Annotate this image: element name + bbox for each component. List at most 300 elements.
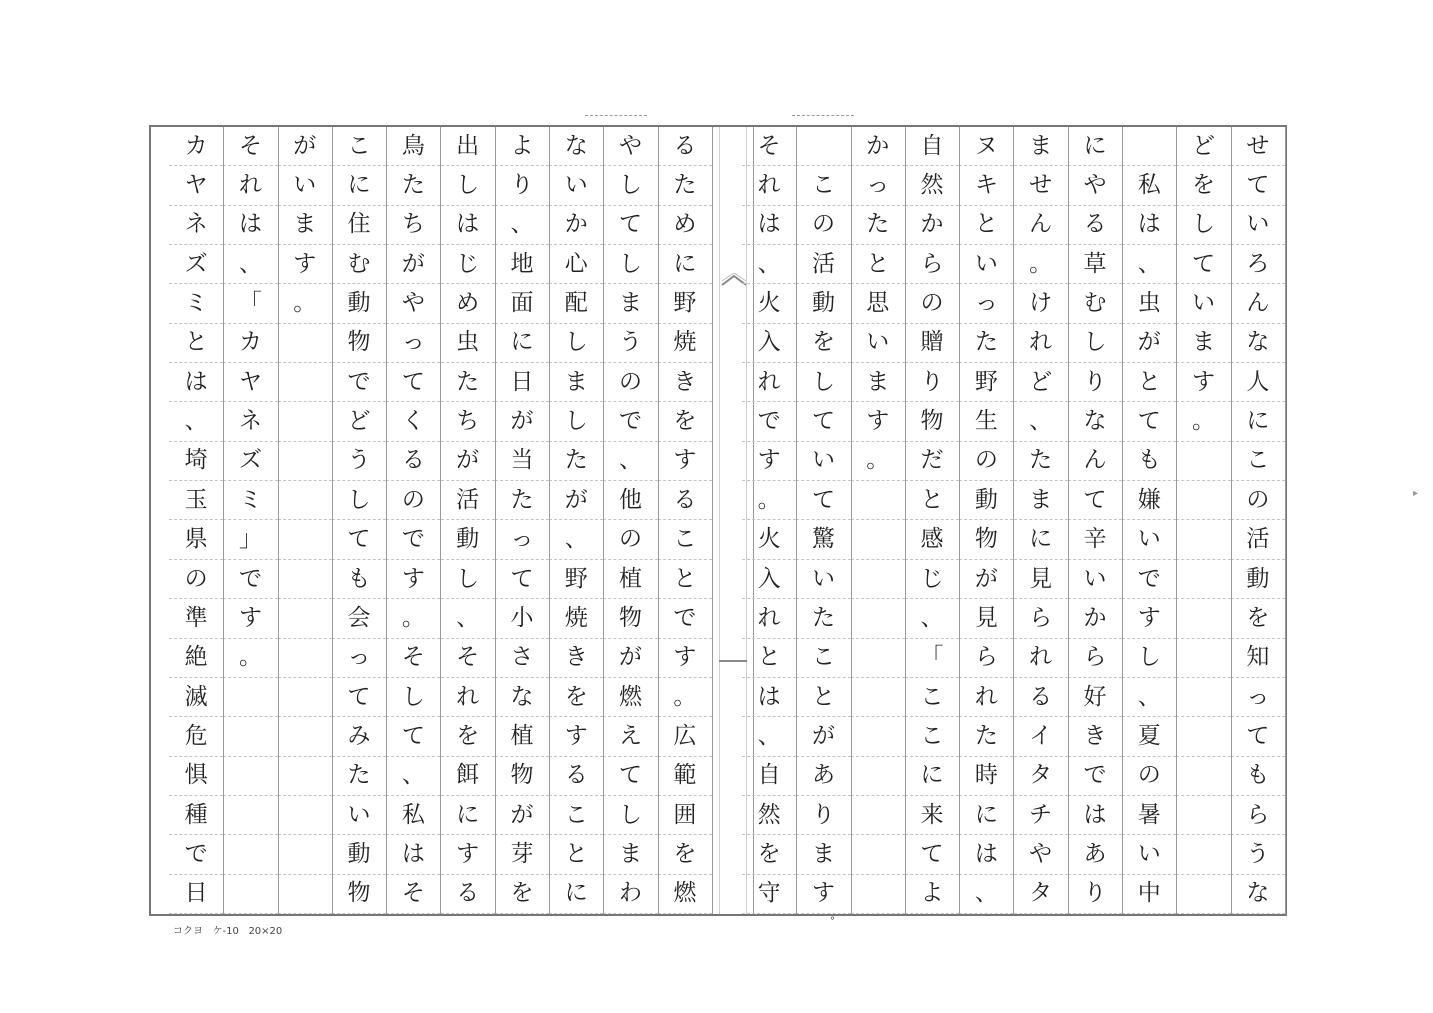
manuscript-cell: 来 — [905, 796, 959, 835]
manuscript-cell: た — [332, 757, 386, 796]
manuscript-cell: 玉 — [169, 481, 223, 520]
manuscript-cell: た — [959, 717, 1013, 756]
manuscript-cell: り — [1068, 875, 1122, 914]
manuscript-cell: し — [603, 245, 657, 284]
manuscript-cell: 、 — [549, 521, 603, 560]
manuscript-cell — [278, 363, 332, 402]
manuscript-column — [603, 127, 658, 914]
manuscript-paper — [149, 125, 1287, 916]
manuscript-cell: を — [658, 835, 712, 874]
manuscript-cell — [278, 757, 332, 796]
manuscript-cell: 住 — [332, 206, 386, 245]
manuscript-cell: い — [796, 560, 850, 599]
manuscript-cell: を — [495, 875, 549, 914]
manuscript-cell: の — [1231, 481, 1285, 520]
manuscript-cell: と — [169, 324, 223, 363]
manuscript-cell: キ — [959, 166, 1013, 205]
manuscript-cell: 地 — [495, 245, 549, 284]
manuscript-cell: と — [549, 835, 603, 874]
manuscript-cell: す — [223, 599, 277, 638]
manuscript-cell — [223, 875, 277, 914]
manuscript-cell: 、 — [441, 599, 495, 638]
manuscript-cell: 。 — [1014, 245, 1068, 284]
manuscript-cell: 入 — [742, 560, 796, 599]
manuscript-cell: に — [1068, 127, 1122, 166]
manuscript-cell: こ — [905, 678, 959, 717]
manuscript-cell: い — [1176, 284, 1230, 323]
manuscript-cell: と — [742, 639, 796, 678]
manuscript-column — [1122, 127, 1177, 914]
manuscript-cell: っ — [386, 324, 440, 363]
manuscript-cell: 野 — [658, 284, 712, 323]
manuscript-cell: 。 — [386, 599, 440, 638]
manuscript-cell: く — [386, 402, 440, 441]
manuscript-cell: 動 — [796, 284, 850, 323]
manuscript-cell: ズ — [169, 245, 223, 284]
manuscript-cell: す — [1122, 599, 1176, 638]
manuscript-cell: こ — [658, 521, 712, 560]
manuscript-cell: て — [1122, 402, 1176, 441]
manuscript-cell — [1176, 717, 1230, 756]
manuscript-cell: 活 — [441, 481, 495, 520]
manuscript-cell: て — [332, 678, 386, 717]
paper-footer — [173, 922, 282, 937]
manuscript-cell: タ — [1014, 875, 1068, 914]
manuscript-cell: ま — [796, 835, 850, 874]
manuscript-cell: む — [332, 245, 386, 284]
manuscript-cell: い — [1122, 835, 1176, 874]
manuscript-cell: 動 — [332, 284, 386, 323]
manuscript-cell: そ — [386, 639, 440, 678]
manuscript-column — [959, 127, 1014, 914]
manuscript-cell: す — [796, 875, 850, 914]
manuscript-cell: ま — [603, 284, 657, 323]
manuscript-cell: が — [386, 245, 440, 284]
manuscript-cell: せ — [1231, 127, 1285, 166]
manuscript-cell: よ — [905, 875, 959, 914]
manuscript-column — [796, 127, 851, 914]
manuscript-cell: め — [441, 284, 495, 323]
manuscript-cell: り — [1068, 363, 1122, 402]
manuscript-cell: っ — [1231, 678, 1285, 717]
manuscript-cell: 埼 — [169, 442, 223, 481]
manuscript-column — [1231, 127, 1286, 914]
manuscript-cell: 鳥 — [386, 127, 440, 166]
manuscript-cell: が — [603, 639, 657, 678]
manuscript-cell: 野 — [549, 560, 603, 599]
manuscript-cell: を — [441, 717, 495, 756]
manuscript-cell: ヤ — [169, 166, 223, 205]
manuscript-cell: い — [851, 324, 905, 363]
manuscript-cell: 燃 — [658, 875, 712, 914]
manuscript-cell: た — [959, 324, 1013, 363]
manuscript-cell: に — [959, 796, 1013, 835]
manuscript-cell: タ — [1014, 757, 1068, 796]
manuscript-cell: も — [1231, 757, 1285, 796]
manuscript-cell — [278, 717, 332, 756]
manuscript-cell: あ — [796, 757, 850, 796]
manuscript-cell: こ — [549, 796, 603, 835]
manuscript-cell: な — [1068, 402, 1122, 441]
manuscript-cell: て — [603, 757, 657, 796]
manuscript-cell — [1176, 835, 1230, 874]
manuscript-cell: チ — [1014, 796, 1068, 835]
manuscript-cell: 出 — [441, 127, 495, 166]
manuscript-cell: み — [332, 717, 386, 756]
manuscript-cell: し — [603, 166, 657, 205]
manuscript-cell: な — [495, 678, 549, 717]
manuscript-cell: が — [495, 402, 549, 441]
manuscript-cell — [223, 835, 277, 874]
manuscript-cell: 物 — [332, 875, 386, 914]
manuscript-cell: る — [658, 481, 712, 520]
manuscript-cell: ん — [1231, 284, 1285, 323]
manuscript-cell: 贈 — [905, 324, 959, 363]
manuscript-cell — [223, 757, 277, 796]
manuscript-cell: に — [441, 796, 495, 835]
manuscript-cell: る — [658, 127, 712, 166]
manuscript-cell: ま — [851, 363, 905, 402]
manuscript-cell: が — [959, 560, 1013, 599]
manuscript-cell — [278, 875, 332, 914]
manuscript-cell: れ — [742, 599, 796, 638]
manuscript-cell: ま — [278, 206, 332, 245]
manuscript-cell: あ — [1068, 835, 1122, 874]
stray-dot: ° — [830, 916, 835, 927]
manuscript-column — [223, 127, 278, 914]
manuscript-cell: な — [549, 127, 603, 166]
manuscript-cell: ヌ — [959, 127, 1013, 166]
manuscript-cell: 物 — [495, 757, 549, 796]
manuscript-cell: に — [1231, 402, 1285, 441]
manuscript-cell: だ — [905, 442, 959, 481]
manuscript-cell: 植 — [603, 560, 657, 599]
manuscript-cell: 見 — [1014, 560, 1068, 599]
manuscript-cell: そ — [223, 127, 277, 166]
manuscript-cell: 好 — [1068, 678, 1122, 717]
manuscript-cell: 日 — [495, 363, 549, 402]
manuscript-cell: そ — [386, 875, 440, 914]
manuscript-cell — [796, 127, 850, 166]
manuscript-cell: れ — [742, 166, 796, 205]
manuscript-cell: に — [658, 245, 712, 284]
manuscript-cell: ら — [1014, 599, 1068, 638]
manuscript-cell: す — [441, 835, 495, 874]
manuscript-cell — [278, 481, 332, 520]
manuscript-cell: て — [495, 560, 549, 599]
manuscript-cell: 芽 — [495, 835, 549, 874]
manuscript-cell: 見 — [959, 599, 1013, 638]
manuscript-cell: 感 — [905, 521, 959, 560]
manuscript-cell: す — [386, 560, 440, 599]
manuscript-cell: る — [441, 875, 495, 914]
manuscript-cell: が — [495, 796, 549, 835]
manuscript-cell: 、 — [1122, 245, 1176, 284]
manuscript-cell: で — [332, 363, 386, 402]
manuscript-cell: れ — [959, 678, 1013, 717]
manuscript-cell: 。 — [1176, 402, 1230, 441]
manuscript-cell: ち — [441, 402, 495, 441]
manuscript-cell: 然 — [905, 166, 959, 205]
manuscript-column — [441, 127, 496, 914]
manuscript-cell: で — [1122, 560, 1176, 599]
manuscript-column — [658, 127, 713, 914]
manuscript-cell: 。 — [851, 442, 905, 481]
manuscript-cell — [278, 599, 332, 638]
manuscript-cell: て — [1068, 481, 1122, 520]
manuscript-cell: 日 — [169, 875, 223, 914]
manuscript-cell: た — [658, 166, 712, 205]
manuscript-cell: そ — [742, 127, 796, 166]
manuscript-cell: ま — [549, 363, 603, 402]
manuscript-cell: 物 — [959, 521, 1013, 560]
manuscript-cell: ん — [1068, 442, 1122, 481]
manuscript-cell: 他 — [603, 481, 657, 520]
manuscript-cell: が — [441, 442, 495, 481]
manuscript-cell: っ — [495, 521, 549, 560]
manuscript-cell: は — [441, 206, 495, 245]
manuscript-cell: き — [658, 363, 712, 402]
manuscript-cell: で — [658, 599, 712, 638]
manuscript-cell — [223, 796, 277, 835]
manuscript-cell: 広 — [658, 717, 712, 756]
manuscript-cell: し — [1122, 639, 1176, 678]
manuscript-cell: 、 — [742, 245, 796, 284]
manuscript-cell: 会 — [332, 599, 386, 638]
manuscript-cell: カ — [223, 324, 277, 363]
manuscript-cell: ミ — [223, 481, 277, 520]
manuscript-cell: 中 — [1122, 875, 1176, 914]
manuscript-cell — [851, 835, 905, 874]
manuscript-cell: れ — [223, 166, 277, 205]
manuscript-cell: ま — [1014, 481, 1068, 520]
manuscript-cell: に — [495, 324, 549, 363]
manuscript-cell: の — [1122, 757, 1176, 796]
manuscript-cell — [278, 324, 332, 363]
manuscript-cell: 辛 — [1068, 521, 1122, 560]
manuscript-cell: を — [742, 835, 796, 874]
manuscript-cell: 虫 — [441, 324, 495, 363]
manuscript-cell: ま — [603, 835, 657, 874]
manuscript-cell: い — [1068, 560, 1122, 599]
manuscript-cell: ろ — [1231, 245, 1285, 284]
manuscript-cell: 、 — [169, 402, 223, 441]
manuscript-cell: 準 — [169, 599, 223, 638]
manuscript-column — [169, 127, 224, 914]
manuscript-column — [332, 127, 387, 914]
manuscript-cell: れ — [742, 363, 796, 402]
manuscript-cell: が — [796, 717, 850, 756]
manuscript-cell: で — [742, 402, 796, 441]
manuscript-cell: し — [441, 166, 495, 205]
manuscript-cell: す — [549, 717, 603, 756]
manuscript-cell: 面 — [495, 284, 549, 323]
manuscript-cell — [851, 639, 905, 678]
manuscript-cell: か — [851, 127, 905, 166]
manuscript-cell: 、 — [386, 757, 440, 796]
manuscript-cell: い — [549, 166, 603, 205]
manuscript-cell: に — [332, 166, 386, 205]
manuscript-cell: ち — [386, 206, 440, 245]
manuscript-column — [905, 127, 960, 914]
manuscript-cell: て — [386, 363, 440, 402]
manuscript-cell: れ — [1014, 324, 1068, 363]
manuscript-cell: が — [278, 127, 332, 166]
manuscript-cell: い — [332, 796, 386, 835]
manuscript-cell: 火 — [742, 284, 796, 323]
manuscript-cell: そ — [441, 639, 495, 678]
manuscript-cell: し — [549, 402, 603, 441]
manuscript-column — [1068, 127, 1123, 914]
manuscript-cell: か — [1068, 599, 1122, 638]
manuscript-cell: と — [905, 481, 959, 520]
manuscript-cell: め — [658, 206, 712, 245]
manuscript-cell: で — [603, 402, 657, 441]
manuscript-cell: も — [332, 560, 386, 599]
manuscript-cell: 。 — [223, 639, 277, 678]
right-margin-mark: ▸ — [1413, 488, 1419, 499]
manuscript-cell: 、 — [1014, 402, 1068, 441]
manuscript-cell: 入 — [742, 324, 796, 363]
manuscript-cell: 。 — [278, 284, 332, 323]
manuscript-cell: は — [742, 206, 796, 245]
manuscript-cell: た — [796, 599, 850, 638]
manuscript-cell: ネ — [223, 402, 277, 441]
manuscript-cell: て — [332, 521, 386, 560]
manuscript-cell: で — [223, 560, 277, 599]
manuscript-cell: て — [603, 206, 657, 245]
manuscript-cell: て — [905, 835, 959, 874]
manuscript-cell: と — [851, 245, 905, 284]
manuscript-cell: こ — [905, 717, 959, 756]
manuscript-cell: た — [1014, 442, 1068, 481]
manuscript-cell — [851, 599, 905, 638]
manuscript-cell: は — [1122, 206, 1176, 245]
manuscript-cell: の — [169, 560, 223, 599]
manuscript-cell: 野 — [959, 363, 1013, 402]
manuscript-cell: た — [386, 166, 440, 205]
manuscript-cell — [1176, 481, 1230, 520]
manuscript-cell: る — [1068, 206, 1122, 245]
manuscript-cell: 小 — [495, 599, 549, 638]
manuscript-cell: 「 — [223, 284, 277, 323]
manuscript-cell — [851, 757, 905, 796]
manuscript-cell: し — [549, 324, 603, 363]
manuscript-cell: る — [386, 442, 440, 481]
manuscript-cell: 知 — [1231, 639, 1285, 678]
manuscript-cell: 危 — [169, 717, 223, 756]
manuscript-cell: カ — [169, 127, 223, 166]
manuscript-cell: 自 — [905, 127, 959, 166]
manuscript-cell: 惧 — [169, 757, 223, 796]
manuscript-cell: の — [603, 363, 657, 402]
manuscript-cell: は — [386, 835, 440, 874]
manuscript-cell: す — [278, 245, 332, 284]
manuscript-cell: し — [1176, 206, 1230, 245]
manuscript-cell — [278, 796, 332, 835]
manuscript-cell: し — [332, 481, 386, 520]
manuscript-cell: 夏 — [1122, 717, 1176, 756]
manuscript-cell: す — [658, 639, 712, 678]
manuscript-cell — [278, 521, 332, 560]
footer-model: ケ-10 — [212, 926, 239, 937]
manuscript-cell: 物 — [905, 402, 959, 441]
manuscript-cell: ネ — [169, 206, 223, 245]
manuscript-cell: 草 — [1068, 245, 1122, 284]
manuscript-cell: せ — [1014, 166, 1068, 205]
manuscript-cell: り — [905, 363, 959, 402]
manuscript-cell — [851, 796, 905, 835]
manuscript-cell: き — [549, 639, 603, 678]
manuscript-cell: 然 — [742, 796, 796, 835]
manuscript-cell: て — [1176, 245, 1230, 284]
manuscript-cell: 動 — [441, 521, 495, 560]
manuscript-cell: の — [386, 481, 440, 520]
manuscript-cell: れ — [1014, 639, 1068, 678]
manuscript-cell: し — [796, 363, 850, 402]
manuscript-cell: た — [851, 206, 905, 245]
manuscript-cell — [278, 639, 332, 678]
manuscript-cell: っ — [851, 166, 905, 205]
manuscript-cell: を — [1231, 599, 1285, 638]
manuscript-cell: ヤ — [223, 363, 277, 402]
manuscript-cell — [278, 835, 332, 874]
manuscript-cell: 滅 — [169, 678, 223, 717]
manuscript-cell: れ — [441, 678, 495, 717]
manuscript-cell: て — [1231, 717, 1285, 756]
manuscript-cell: て — [386, 717, 440, 756]
manuscript-cell: し — [1068, 324, 1122, 363]
manuscript-cell: 守 — [742, 875, 796, 914]
manuscript-cell — [1176, 560, 1230, 599]
manuscript-cell: す — [742, 442, 796, 481]
manuscript-cell: っ — [959, 284, 1013, 323]
manuscript-cell: 火 — [742, 521, 796, 560]
manuscript-cell: は — [742, 678, 796, 717]
manuscript-cell: ま — [1014, 127, 1068, 166]
manuscript-cell — [1176, 875, 1230, 914]
manuscript-cell: 範 — [658, 757, 712, 796]
manuscript-cell: は — [169, 363, 223, 402]
manuscript-cell: が — [549, 481, 603, 520]
manuscript-cell: じ — [905, 560, 959, 599]
manuscript-cell: 、 — [959, 875, 1013, 914]
manuscript-cell: き — [1068, 717, 1122, 756]
manuscript-column — [851, 127, 906, 914]
manuscript-cell: 県 — [169, 521, 223, 560]
manuscript-cell: す — [658, 442, 712, 481]
manuscript-cell: た — [495, 481, 549, 520]
manuscript-cell: わ — [603, 875, 657, 914]
manuscript-cell: 。 — [658, 678, 712, 717]
manuscript-cell: む — [1068, 284, 1122, 323]
manuscript-cell: り — [796, 796, 850, 835]
manuscript-cell: 物 — [332, 324, 386, 363]
manuscript-cell: 配 — [549, 284, 603, 323]
manuscript-cell: ら — [1231, 796, 1285, 835]
manuscript-cell: に — [1014, 521, 1068, 560]
manuscript-cell: を — [658, 402, 712, 441]
manuscript-cell: 私 — [1122, 166, 1176, 205]
manuscript-cell: 生 — [959, 402, 1013, 441]
manuscript-cell: と — [1122, 363, 1176, 402]
manuscript-cell: 動 — [959, 481, 1013, 520]
manuscript-cell: 焼 — [549, 599, 603, 638]
manuscript-cell: 」 — [223, 521, 277, 560]
manuscript-cell: り — [495, 166, 549, 205]
top-guide-mark-left — [585, 115, 647, 116]
manuscript-cell: 、 — [1122, 678, 1176, 717]
